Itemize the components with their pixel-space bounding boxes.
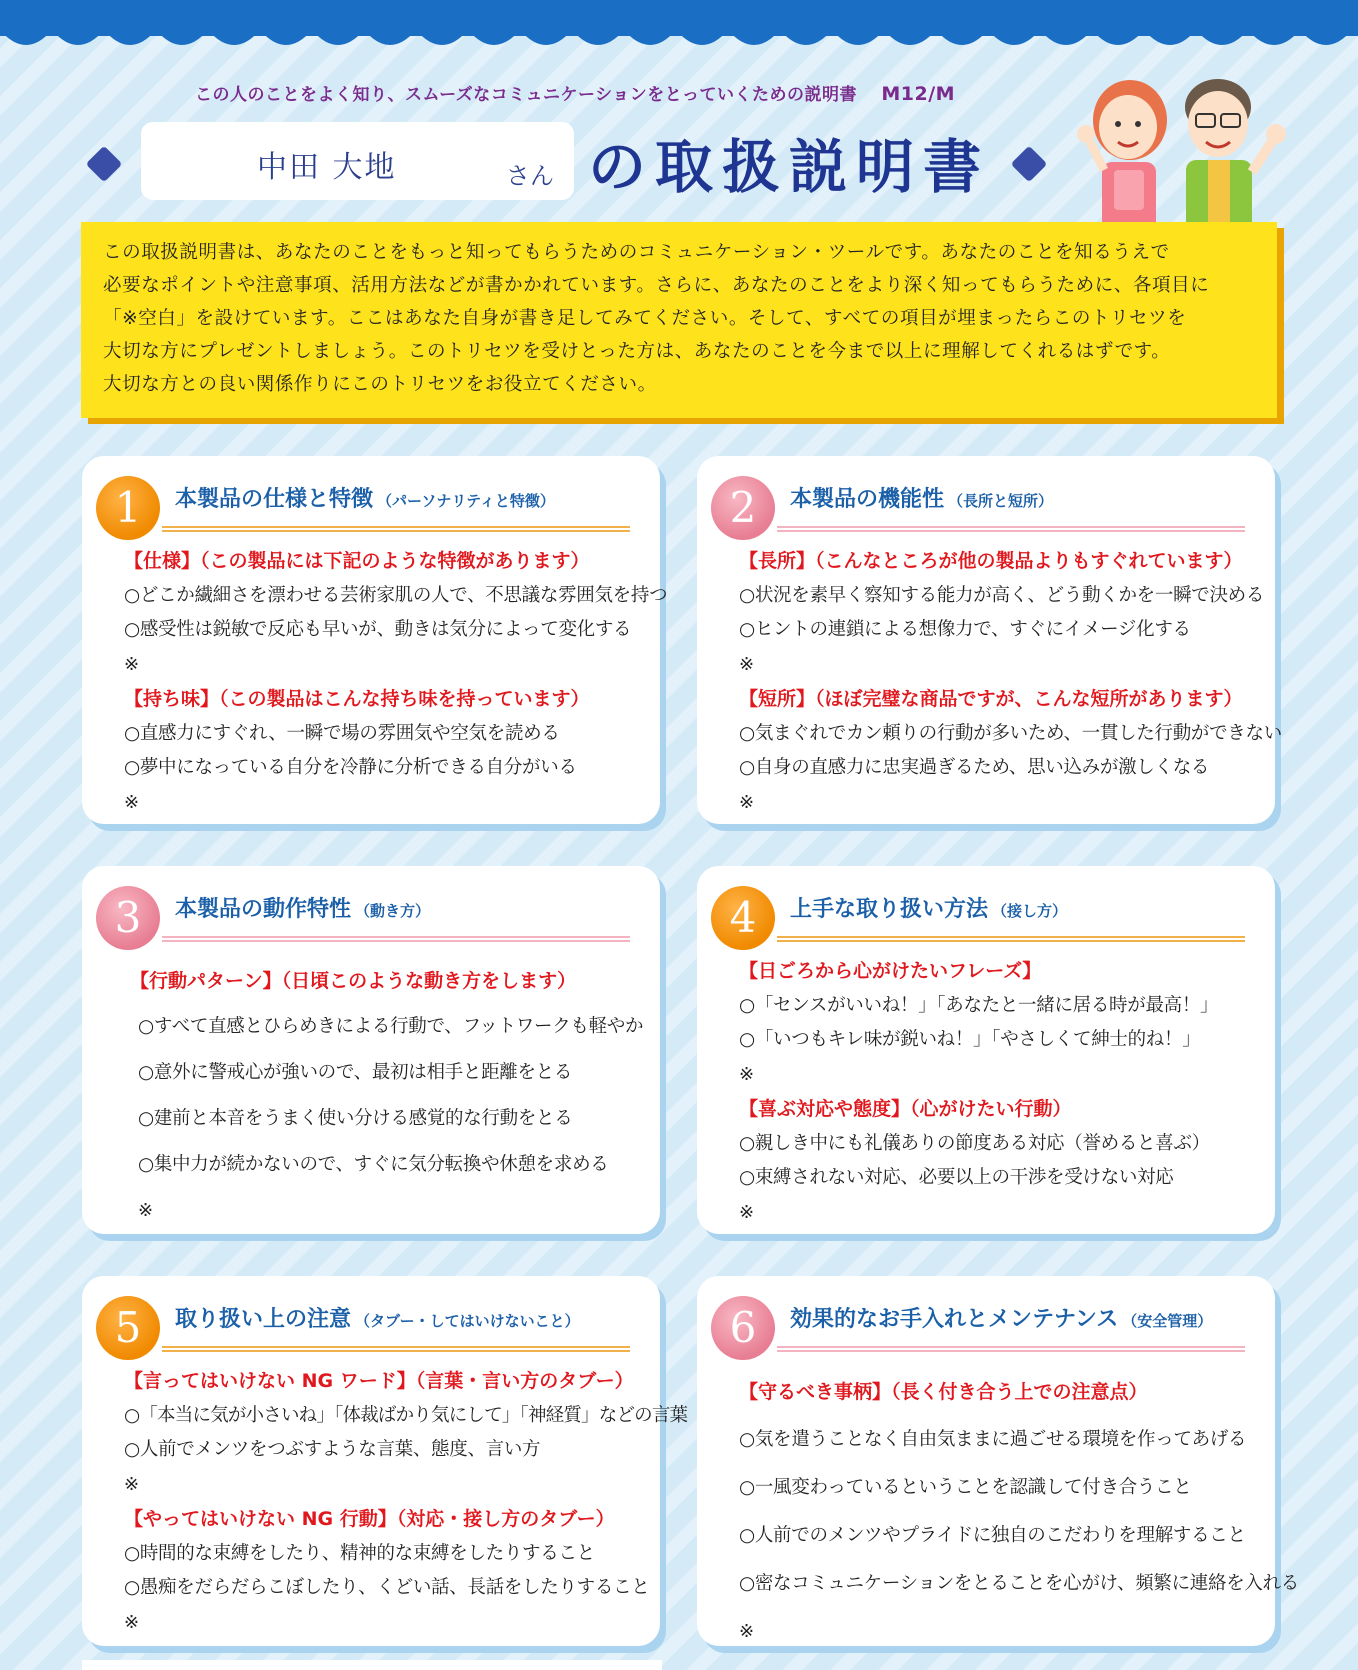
document-code: M12/M [881, 83, 956, 105]
top-wave-band [0, 0, 1358, 62]
list-item: ○「センスがいいね！」「あなたと一緒に居る時が最高！」 [739, 994, 1219, 1016]
section-heading: 【持ち味】（この製品はこんな持ち味を持っています） [124, 688, 590, 710]
list-item: ○意外に警戒心が強いので、最初は相手と距離をとる [138, 1062, 573, 1083]
section-heading: 【言ってはいけない NG ワード】（言葉・言い方のタブー） [124, 1370, 634, 1392]
card-subtitle: （長所と短所） [948, 492, 1054, 510]
card-number-badge: 6 [711, 1296, 775, 1360]
intro-line: 大切な方にプレゼントしましょう。このトリセツを受けとった方は、あなたのことを今まで以上に理解してくれるはずです。 [103, 341, 1171, 362]
blank-note: ※ [124, 653, 140, 675]
list-item: ○束縛されない対応、必要以上の干渉を受けない対応 [739, 1167, 1174, 1188]
person-name: 中田 大地 [257, 150, 397, 185]
list-item: ○「いつもキレ味が鋭いね！」「やさしくて紳士的ね！」 [739, 1029, 1201, 1050]
blank-note: ※ [739, 1201, 755, 1223]
card-heading [790, 1302, 1212, 1333]
blank-note: ※ [124, 791, 140, 813]
card-subtitle: （動き方） [355, 902, 431, 920]
right-diamond-icon [1011, 146, 1048, 183]
man-figure-icon [1185, 79, 1286, 234]
card-specifications [82, 456, 668, 824]
intro-line: 必要なポイントや注意事項、活用方法などが書かかれています。さらに、あなたのことをより深く知ってもらうために、各項目に [103, 275, 1210, 296]
card-divider [162, 1346, 630, 1352]
card-title: 本製品の仕様と特徴 [175, 487, 374, 512]
card-body [739, 954, 1257, 1230]
card-title: 本製品の動作特性 [175, 897, 352, 922]
section-heading: 【行動パターン】（日頃このような動き方をします） [130, 970, 577, 992]
couple-illustration [1068, 62, 1298, 237]
list-item: ○建前と本音をうまく使い分ける感覚的な行動をとる [138, 1108, 573, 1129]
section-heading: 【喜ぶ対応や態度】（心がけたい行動） [739, 1098, 1072, 1120]
card-divider [162, 936, 630, 942]
card-divider [777, 936, 1245, 942]
card-body [124, 544, 668, 820]
intro-line: 大切な方との良い関係作りにこのトリセツをお役立てください。 [103, 374, 657, 395]
card-subtitle: （安全管理） [1122, 1312, 1213, 1330]
list-item: ○気まぐれでカン頼りの行動が多いため、一貫した行動ができない [739, 722, 1282, 744]
section-heading: 【やってはいけない NG 行動】（対応・接し方のタブー） [124, 1508, 615, 1530]
card-body [739, 544, 1282, 820]
list-item: ○感受性は鋭敏で反応も早いが、動きは気分によって変化する [124, 619, 632, 640]
card-heading [790, 892, 1067, 923]
list-item: ○密なコミュニケーションをとることを心がけ、頻繁に連絡を入れる [739, 1573, 1299, 1594]
blank-note: ※ [138, 1200, 154, 1221]
list-item: ○気を遣うことなく自由気ままに過ごせる環境を作ってあげる [739, 1429, 1247, 1450]
card-subtitle: （パーソナリティと特徴） [377, 492, 555, 510]
list-item: ○集中力が続かないので、すぐに気分転換や休憩を求める [138, 1154, 609, 1175]
list-item: ○愚痴をだらだらこぼしたり、くどい話、長話をしたりすること [124, 1577, 650, 1598]
card-divider [777, 526, 1245, 532]
section-heading: 【守るべき事柄】（長く付き合う上での注意点） [739, 1381, 1148, 1403]
name-box [141, 122, 574, 200]
subtitle [195, 80, 955, 105]
blank-note: ※ [739, 653, 755, 675]
list-item: ○一風変わっているということを認識して付き合うこと [739, 1477, 1192, 1498]
blank-note: ※ [739, 1621, 755, 1642]
bottom-strip [82, 1660, 662, 1670]
card-cautions [82, 1276, 688, 1646]
card-heading [175, 1302, 580, 1333]
card-body [124, 1364, 688, 1640]
intro-line: この取扱説明書は、あなたのことをもっと知ってもらうためのコミュニケーション・ツールです。あなたのことを知るうえで [103, 242, 1170, 263]
list-item: ○夢中になっている自分を冷静に分析できる自分がいる [124, 757, 577, 778]
card-number-badge: 2 [711, 476, 775, 540]
section-heading: 【長所】（こんなところが他の製品よりもすぐれています） [739, 550, 1243, 572]
card-body [130, 958, 642, 1234]
section-heading: 【日ごろから心がけたいフレーズ】 [739, 960, 1042, 982]
card-functionality [697, 456, 1282, 824]
left-diamond-icon [86, 146, 123, 183]
card-title: 本製品の機能性 [790, 487, 945, 512]
list-item: ○親しき中にも礼儀ありの節度ある対応（誉めると喜ぶ） [739, 1132, 1210, 1154]
card-number-badge: 1 [96, 476, 160, 540]
card-subtitle: （タブー・してはいけないこと） [355, 1312, 580, 1330]
card-heading [175, 482, 555, 513]
list-item: ○直感力にすぐれ、一瞬で場の雰囲気や空気を読める [124, 722, 560, 744]
list-item: ○状況を素早く察知する能力が高く、どう動くかを一瞬で決める [739, 584, 1265, 606]
blank-note: ※ [739, 791, 755, 813]
card-body [739, 1368, 1299, 1656]
section-heading: 【短所】（ほぼ完璧な商品ですが、こんな短所があります） [739, 688, 1243, 710]
blank-note: ※ [124, 1611, 140, 1633]
blank-note: ※ [124, 1473, 140, 1495]
list-item: ○すべて直感とひらめきによる行動で、フットワークも軽やか [138, 1016, 644, 1037]
card-number-badge: 4 [711, 886, 775, 950]
honorific: さん [506, 162, 554, 190]
card-maintenance [697, 1276, 1299, 1646]
intro-box [81, 222, 1277, 418]
list-item: ○自身の直感力に忠実過ぎるため、思い込みが激しくなる [739, 757, 1210, 778]
card-heading [175, 892, 430, 923]
card-divider [162, 526, 630, 532]
list-item: ○ヒントの連鎖による想像力で、すぐにイメージ化する [739, 619, 1191, 640]
intro-line: 「※空白」を設けています。ここはあなた自身が書き足してみてください。そして、すべての項目が埋まったらこのトリセツを [103, 308, 1187, 329]
card-handling [697, 866, 1275, 1234]
card-title: 上手な取り扱い方法 [790, 897, 989, 922]
list-item: ○どこか繊細さを漂わせる芸術家肌の人で、不思議な雰囲気を持つ [124, 584, 668, 606]
card-title: 効果的なお手入れとメンテナンス [790, 1307, 1119, 1332]
card-number-badge: 3 [96, 886, 160, 950]
list-item: ○「本当に気が小さいね」「体裁ばかり気にして」「神経質」などの言葉 [124, 1404, 688, 1426]
list-item: ○人前でのメンツやプライドに独自のこだわりを理解すること [739, 1525, 1246, 1546]
card-behavior [82, 866, 660, 1234]
woman-figure-icon [1077, 80, 1167, 232]
section-heading: 【仕様】（この製品には下記のような特徴があります） [124, 550, 590, 572]
list-item: ○人前でメンツをつぶすような言葉、態度、言い方 [124, 1439, 541, 1460]
card-divider [777, 1346, 1245, 1352]
card-heading [790, 482, 1053, 513]
subtitle-text: この人のことをよく知り、スムーズなコミュニケーションをとっていくための説明書 [195, 85, 857, 105]
card-subtitle: （接し方） [992, 902, 1068, 920]
card-number-badge: 5 [96, 1296, 160, 1360]
list-item: ○時間的な束縛をしたり、精神的な束縛をしたりすること [124, 1542, 595, 1564]
card-title: 取り扱い上の注意 [175, 1307, 352, 1332]
page-title: の取扱説明書 [588, 133, 991, 201]
blank-note: ※ [739, 1063, 755, 1085]
